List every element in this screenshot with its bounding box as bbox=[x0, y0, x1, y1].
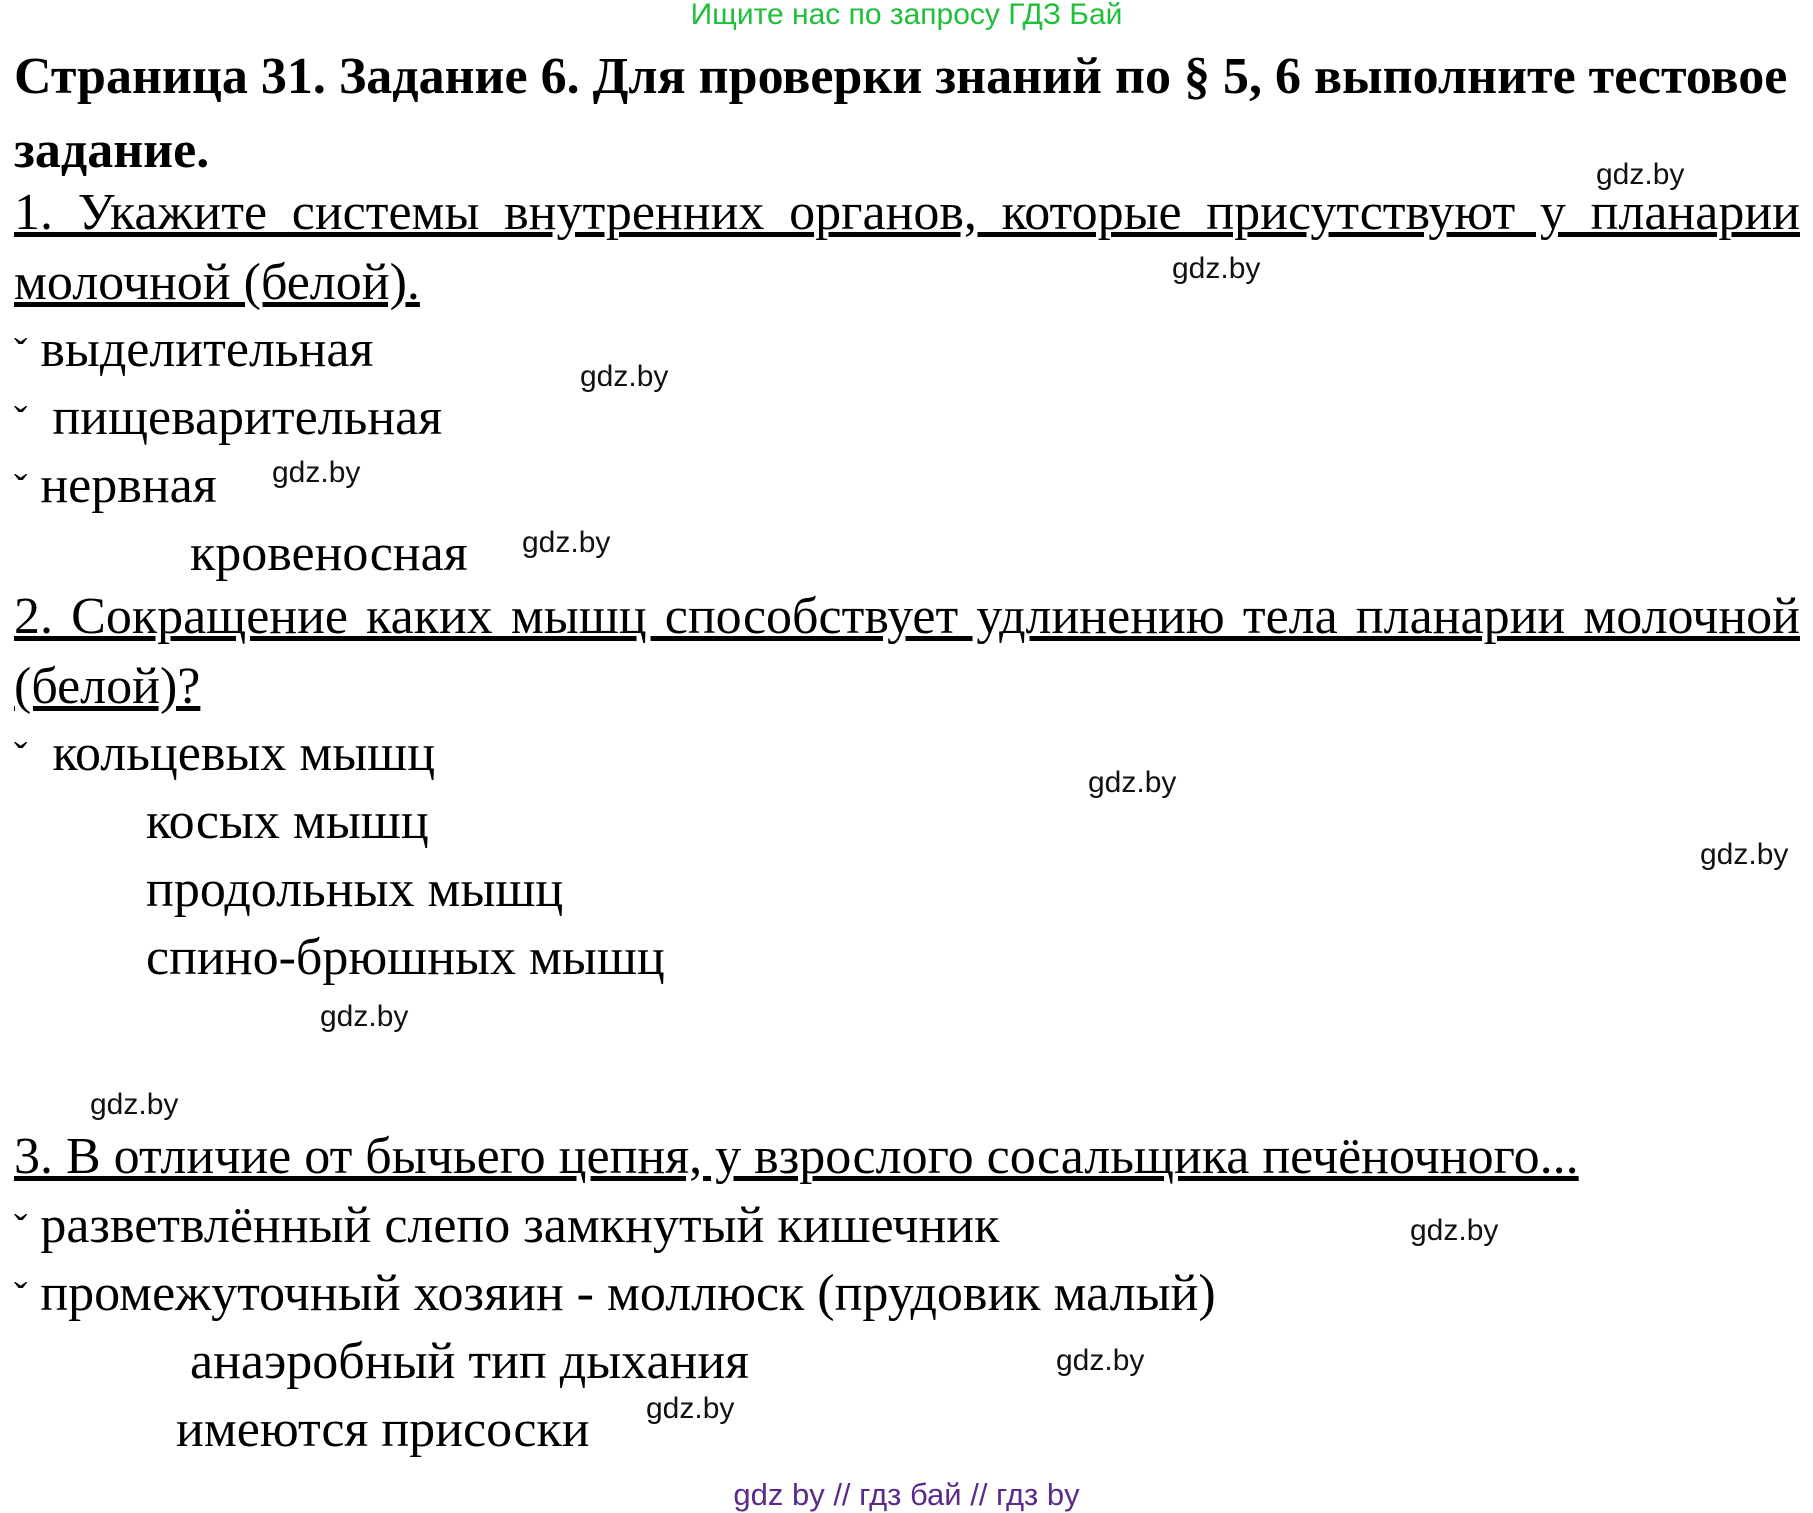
watermark: gdz.by bbox=[1088, 766, 1177, 799]
question-2: 2. Сокращение каких мышц способствует удлинению тела планарии молочной (белой)? bbox=[14, 588, 1800, 715]
check-mark-icon: ˇ bbox=[14, 466, 28, 511]
question-1: 1. Укажите системы внутренних органов, которые присутствуют у планарии молочной (белой). bbox=[14, 184, 1800, 311]
q1-answer-4 bbox=[190, 522, 468, 586]
footer-links[interactable]: gdz by // гдз бай // гдз by bbox=[733, 1477, 1080, 1512]
watermark: gdz.by bbox=[1700, 838, 1789, 871]
q3-answer-1 bbox=[14, 1194, 999, 1261]
watermark: gdz.by bbox=[522, 526, 611, 559]
answer-text: выделительная bbox=[40, 321, 374, 378]
watermark: gdz.by bbox=[272, 456, 361, 489]
q3-answer-4 bbox=[176, 1398, 590, 1462]
answer-text: имеются присоски bbox=[176, 1401, 590, 1458]
q3-answer-2 bbox=[14, 1262, 1216, 1329]
watermark: gdz.by bbox=[90, 1088, 179, 1121]
q3-answer-3 bbox=[190, 1330, 749, 1394]
answer-text: анаэробный тип дыхания bbox=[190, 1333, 750, 1390]
watermark: gdz.by bbox=[1056, 1344, 1145, 1377]
watermark: gdz.by bbox=[320, 1000, 409, 1033]
check-mark-icon: ˇ bbox=[14, 1274, 28, 1319]
answer-text: промежуточный хозяин - моллюск (прудовик малый) bbox=[40, 1265, 1216, 1322]
check-mark-icon: ˇ bbox=[14, 734, 28, 779]
q2-answer-4 bbox=[146, 926, 665, 990]
q1-answer-1 bbox=[14, 318, 373, 385]
watermark: gdz.by bbox=[1596, 158, 1685, 191]
answer-text: кольцевых мышц bbox=[52, 725, 436, 782]
question-3: 3. В отличие от бычьего цепня, у взрослого сосальщика печёночного... bbox=[14, 1128, 1579, 1185]
answer-text: спино-брюшных мышц bbox=[146, 929, 665, 986]
answer-text: нервная bbox=[40, 457, 217, 514]
answer-text: разветвлённый слепо замкнутый кишечник bbox=[40, 1197, 1000, 1254]
answer-text: пищеварительная bbox=[52, 389, 443, 446]
check-mark-icon: ˇ bbox=[14, 330, 28, 375]
answer-text: косых мышц bbox=[146, 793, 429, 850]
q1-answer-3 bbox=[14, 454, 217, 521]
q1-answer-2 bbox=[14, 386, 442, 453]
watermark: gdz.by bbox=[580, 360, 669, 393]
answer-text: продольных мышц bbox=[146, 861, 564, 918]
check-mark-icon: ˇ bbox=[14, 398, 28, 443]
page-title: Страница 31. Задание 6. Для проверки знаний по § 5, 6 выполните тестовое задание. bbox=[14, 48, 1788, 179]
q2-answer-3 bbox=[146, 858, 563, 922]
watermark: gdz.by bbox=[646, 1392, 735, 1425]
watermark: gdz.by bbox=[1410, 1214, 1499, 1247]
q2-answer-1 bbox=[14, 722, 435, 789]
answer-text: кровеносная bbox=[190, 525, 468, 582]
top-banner[interactable]: Ищите нас по запросу ГДЗ Бай bbox=[690, 0, 1123, 31]
check-mark-icon: ˇ bbox=[14, 1206, 28, 1251]
watermark: gdz.by bbox=[1172, 252, 1261, 285]
q2-answer-2 bbox=[146, 790, 429, 854]
